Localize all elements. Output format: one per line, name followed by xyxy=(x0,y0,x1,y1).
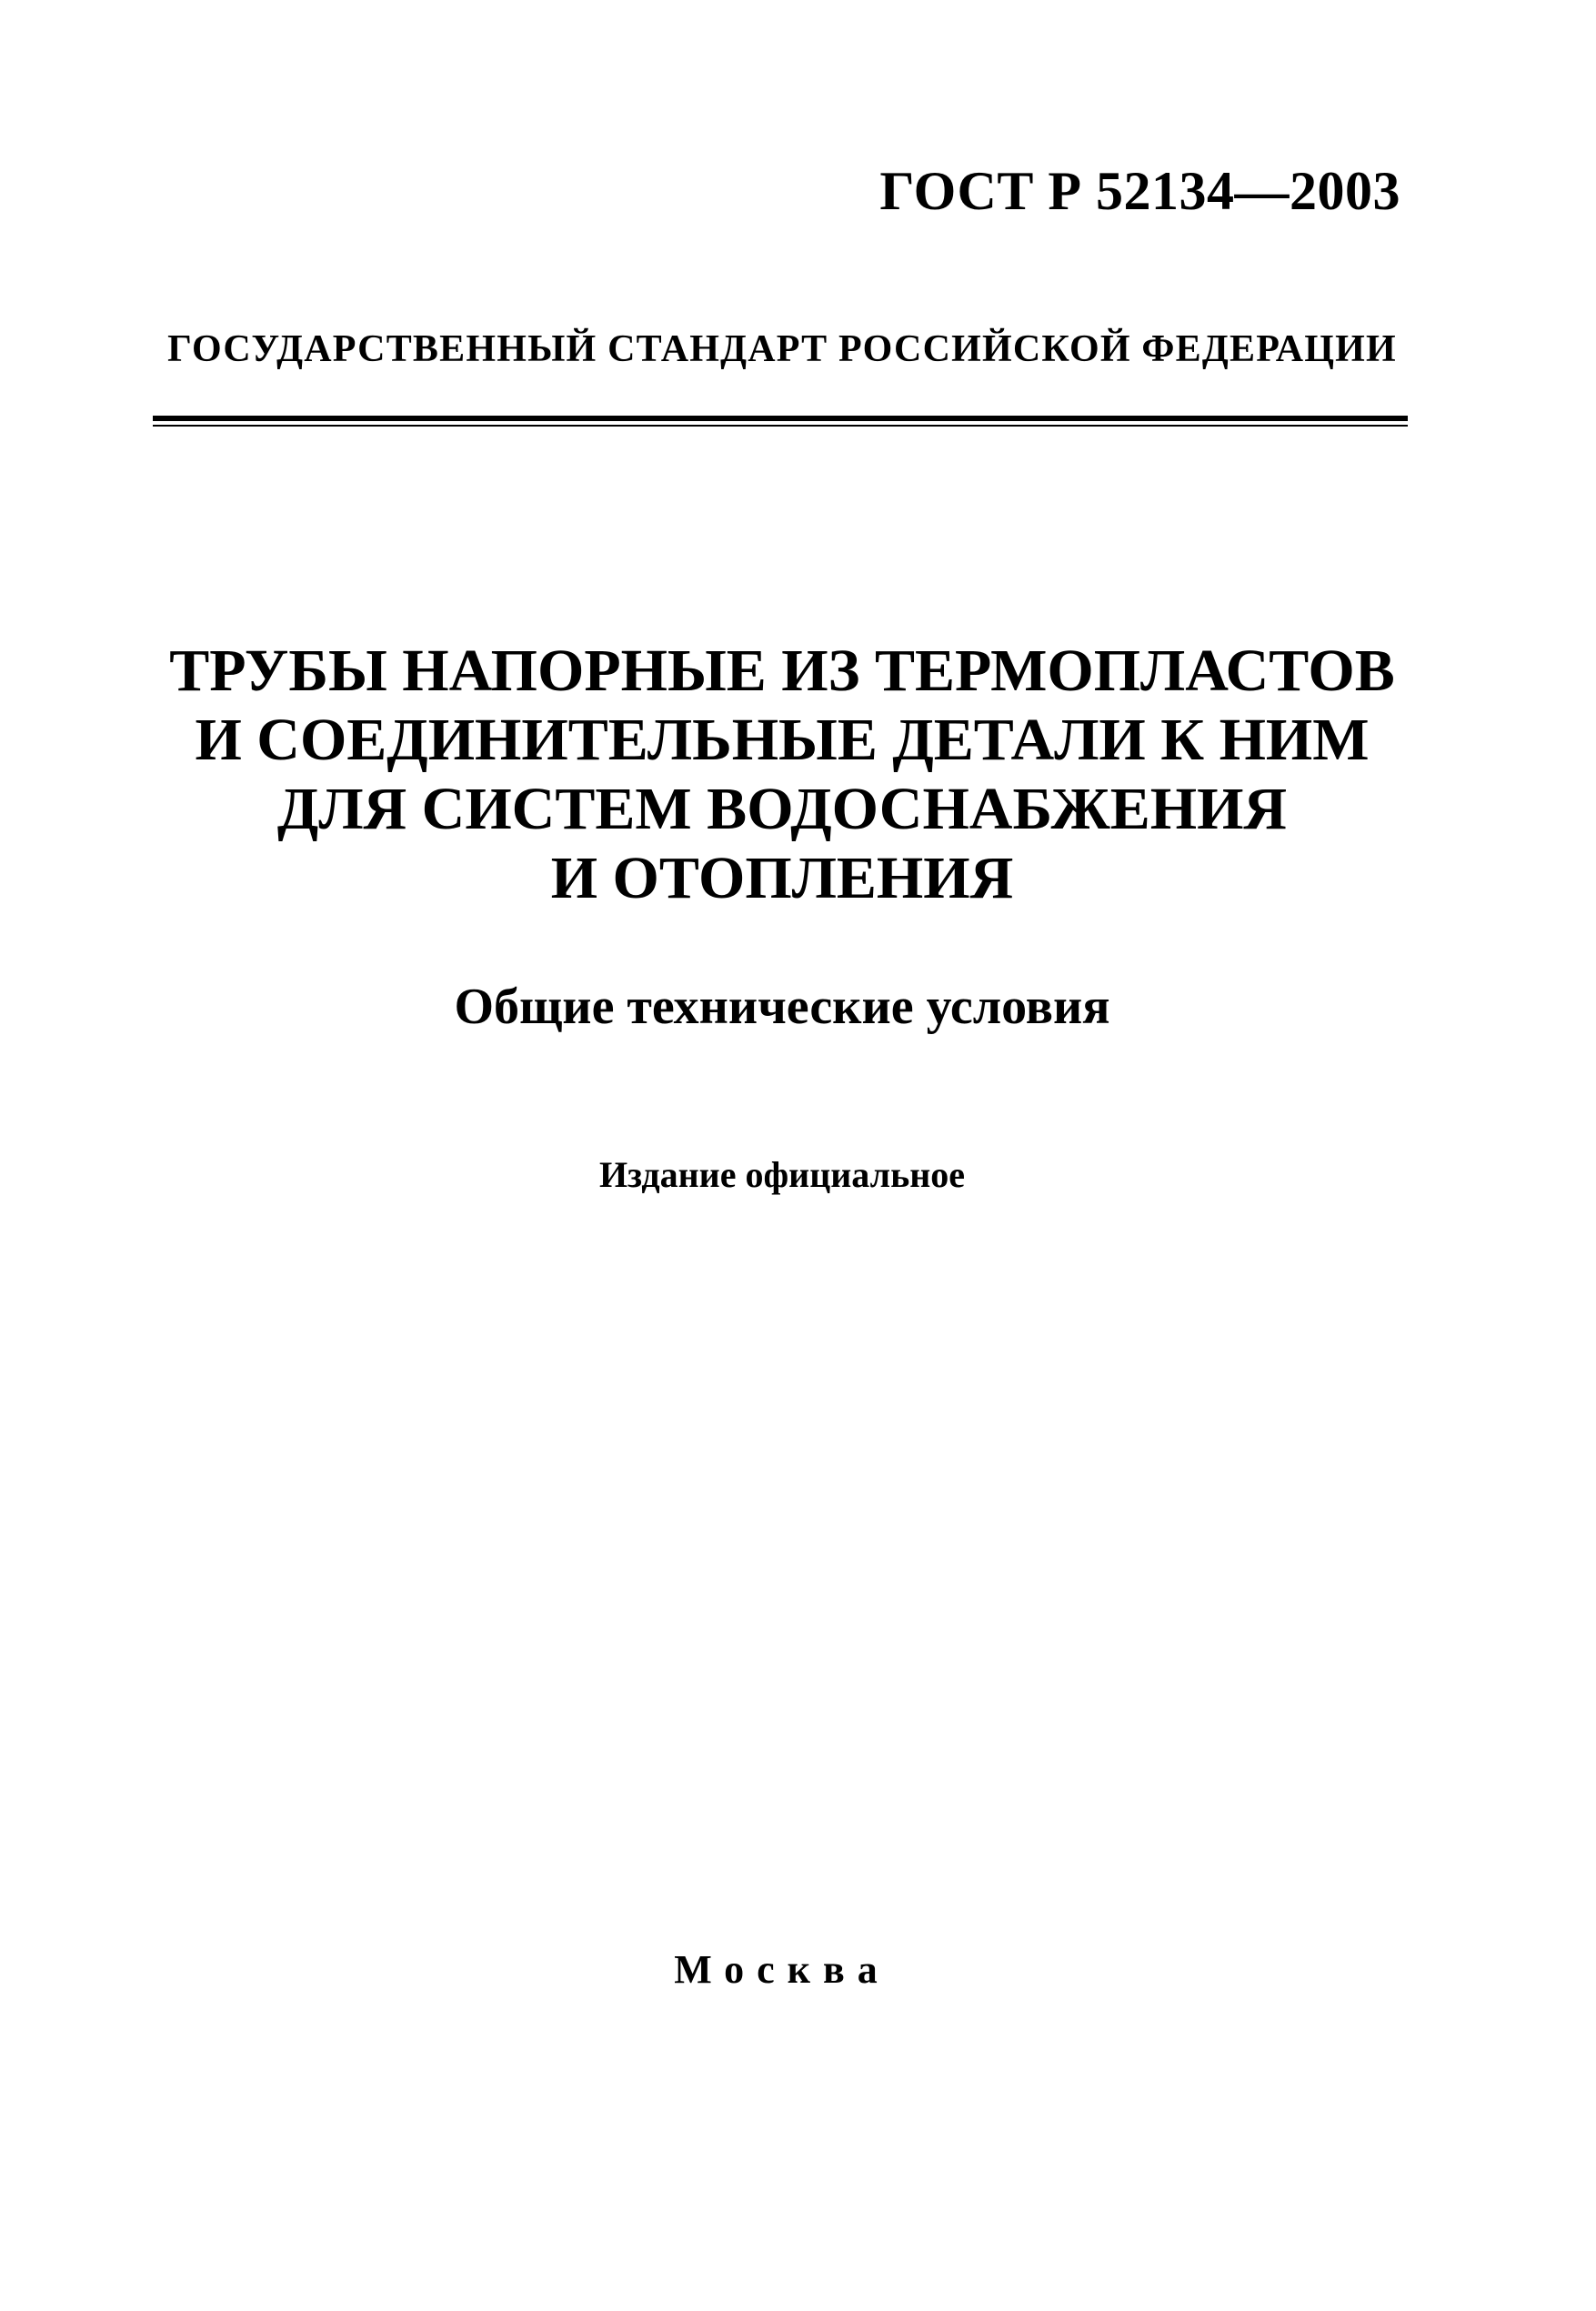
publication-city: Москва xyxy=(674,1947,890,1992)
document-subtitle: Общие технические условия xyxy=(454,979,1110,1035)
document-title xyxy=(136,637,1428,913)
standard-designation: ГОСТ Р 52134—2003 xyxy=(879,161,1400,221)
heading-rule-thick xyxy=(153,416,1408,421)
edition-note: Издание официальное xyxy=(598,1154,966,1195)
title-line: И СОЕДИНИТЕЛЬНЫЕ ДЕТАЛИ К НИМ xyxy=(195,707,1370,773)
standard-type-heading: ГОСУДАРСТВЕННЫЙ СТАНДАРТ РОССИЙСКОЙ ФЕДЕРАЦИИ xyxy=(167,328,1397,370)
title-line: И ОТОПЛЕНИЯ xyxy=(550,845,1014,911)
title-line: ДЛЯ СИСТЕМ ВОДОСНАБЖЕНИЯ xyxy=(276,776,1288,842)
title-line: ТРУБЫ НАПОРНЫЕ ИЗ ТЕРМОПЛАСТОВ xyxy=(169,638,1395,704)
heading-rule-thin xyxy=(153,425,1408,427)
